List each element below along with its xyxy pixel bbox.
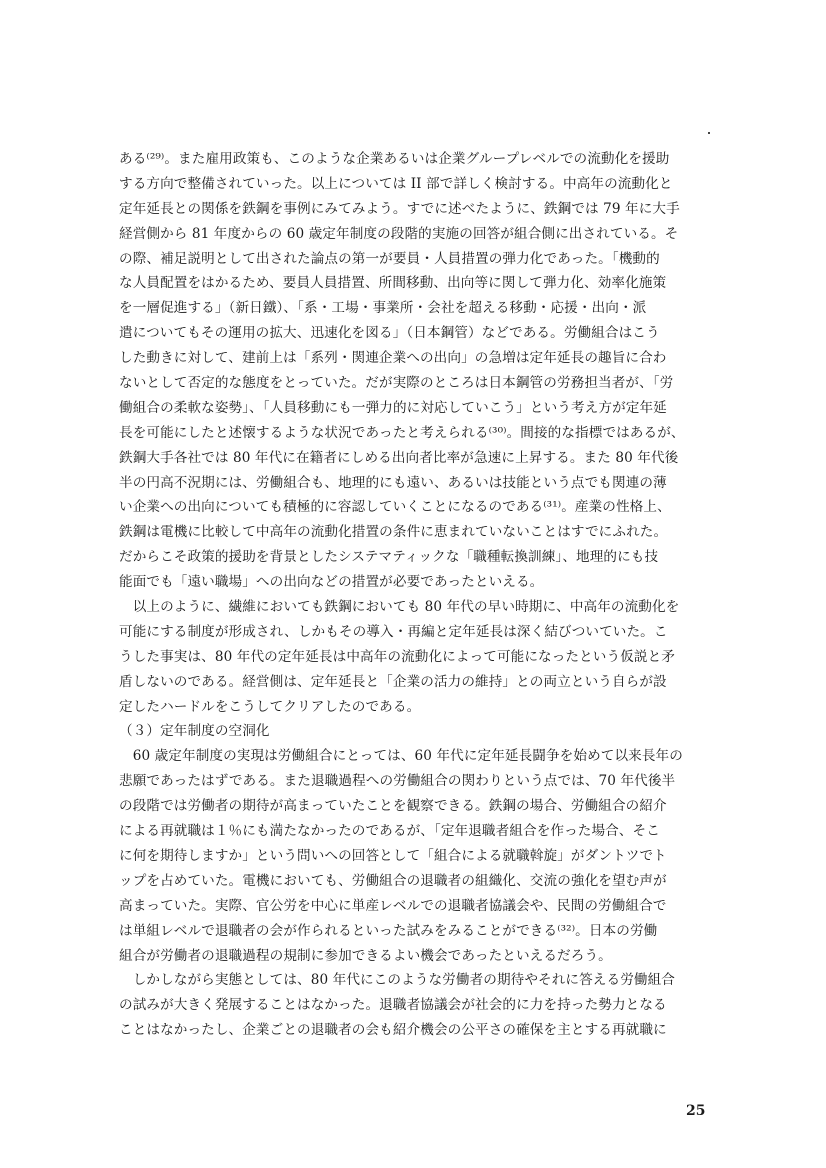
text-line: 60 歳定年制度の実現は労働組合にとっては、60 年代に定年延長闘争を始めて以来長年の — [119, 748, 683, 765]
text-line: （３）定年制度の空洞化 — [119, 723, 270, 740]
body-text — [119, 147, 717, 1043]
text-line: した動きに対して、建前上は「系列・関連企業への出向」の急増は定年延長の趣旨に合わ — [119, 350, 667, 367]
text-line: 長を可能にしたと述懐するような状況であったと考えられる⁽³⁰⁾。間接的な指標ではあるが、 — [119, 424, 685, 441]
text-line: 経営側から 81 年度からの 60 歳定年制度の段階的実施の回答が組合側に出されている。そ — [119, 225, 679, 242]
text-line: 定したハードルをこうしてクリアしたのである。 — [119, 698, 421, 715]
text-line: の際、補足説明として出された論点の第一が要員・人員措置の弾力化であった。「機動的 — [119, 250, 660, 267]
text-line: 悲願であったはずである。また退職過程への労働組合の関わりという点では、70 年代後半 — [119, 773, 676, 790]
text-line: 能面でも「遠い職場」への出向などの措置が必要であったといえる。 — [119, 574, 544, 591]
text-line: 働組合の柔軟な姿勢」、「人員移動にも一弾力的に対応していこう」という考え方が定年延 — [119, 399, 667, 416]
text-line: い企業への出向についても積極的に容認していくことになるのである⁽³¹⁾。産業の性格上、 — [119, 499, 671, 516]
text-line: 組合が労働者の退職過程の規制に参加できるよい機会であったといえるだろう。 — [119, 947, 612, 964]
text-line: 鉄鋼大手各社では 80 年代に在籍者にしめる出向者比率が急速に上昇する。また 80 年代後 — [119, 449, 679, 466]
text-line: 定年延長との関係を鉄鋼を事例にみてみよう。すでに述べたように、鉄鋼では 79 年に大手 — [119, 200, 680, 217]
text-line: 以上のように、繊維においても鉄鋼においても 80 年代の早い時期に、中高年の流動化を — [119, 599, 680, 616]
text-line: うした事実は、80 年代の定年延長は中高年の流動化によって可能になったという仮説と矛 — [119, 648, 675, 665]
text-line: な人員配置をはかるため、要員人員措置、所間移動、出向等に関して弾力化、効率化施策 — [119, 275, 667, 292]
text-line: 高まっていた。実際、官公労を中心に単産レベルでの退職者協議会や、民間の労働組合で — [119, 897, 667, 914]
text-line: ないとして否定的な態度をとっていた。だが実際のところは日本鋼管の労務担当者が、「労 — [119, 375, 674, 392]
text-line: の段階では労働者の期待が高まっていたことを観察できる。鉄鋼の場合、労働組合の紹介 — [119, 798, 667, 815]
text-line: による再就職は１％にも満たなかったのであるが、「定年退職者組合を作った場合、そこ — [119, 823, 660, 840]
text-line: 盾しないのである。経営側は、定年延長と「企業の活力の維持」との両立という自らが設 — [119, 673, 667, 690]
text-line: しかしながら実態としては、80 年代にこのような労働者の期待やそれに答える労働組合 — [119, 972, 675, 989]
text-line: の試みが大きく発展することはなかった。退職者協議会が社会的に力を持った勢力となる — [119, 997, 667, 1014]
text-line: 半の円高不況期には、労働組合も、地理的にも遠い、あるいは技能という点でも関連の薄 — [119, 474, 667, 491]
text-line: は単組レベルで退職者の会が作られるといった試みをみることができる⁽³²⁾。日本の労働 — [119, 922, 658, 939]
text-line: ップを占めていた。電機においても、労働組合の退職者の組織化、交流の強化を望む声が — [119, 872, 667, 889]
text-line: ことはなかったし、企業ごとの退職者の会も紹介機会の公平さの確保を主とする再就職に — [119, 1022, 667, 1039]
text-line: する方向で整備されていった。以上については II 部で詳しく検討する。中高年の流動化と — [119, 175, 673, 192]
scan-speck — [708, 132, 710, 134]
text-line: だからこそ政策的援助を背景としたシステマティックな「職種転換訓練」、地理的にも技 — [119, 549, 659, 566]
text-line: に何を期待しますか」という問いへの回答として「組合による就職斡旋」がダントツでト — [119, 847, 667, 864]
text-line: 鉄鋼は電機に比較して中高年の流動化措置の条件に恵まれていないことはすでにふれた。 — [119, 524, 668, 541]
page-number: 25 — [686, 1103, 706, 1119]
text-line: ある⁽²⁹⁾。また雇用政策も、このような企業あるいは企業グループレベルでの流動化を援助 — [119, 151, 670, 167]
text-line: を一層促進する」（新日鐵）、「系・工場・事業所・会社を超える移動・応援・出向・派 — [119, 300, 647, 317]
text-line: 遣についてもその運用の拡大、迅速化を図る」（日本鋼管）などである。労働組合はこう — [119, 325, 660, 342]
text-line: 可能にする制度が形成され、しかもその導入・再編と定年延長は深く結びついていた。こ — [119, 623, 668, 640]
